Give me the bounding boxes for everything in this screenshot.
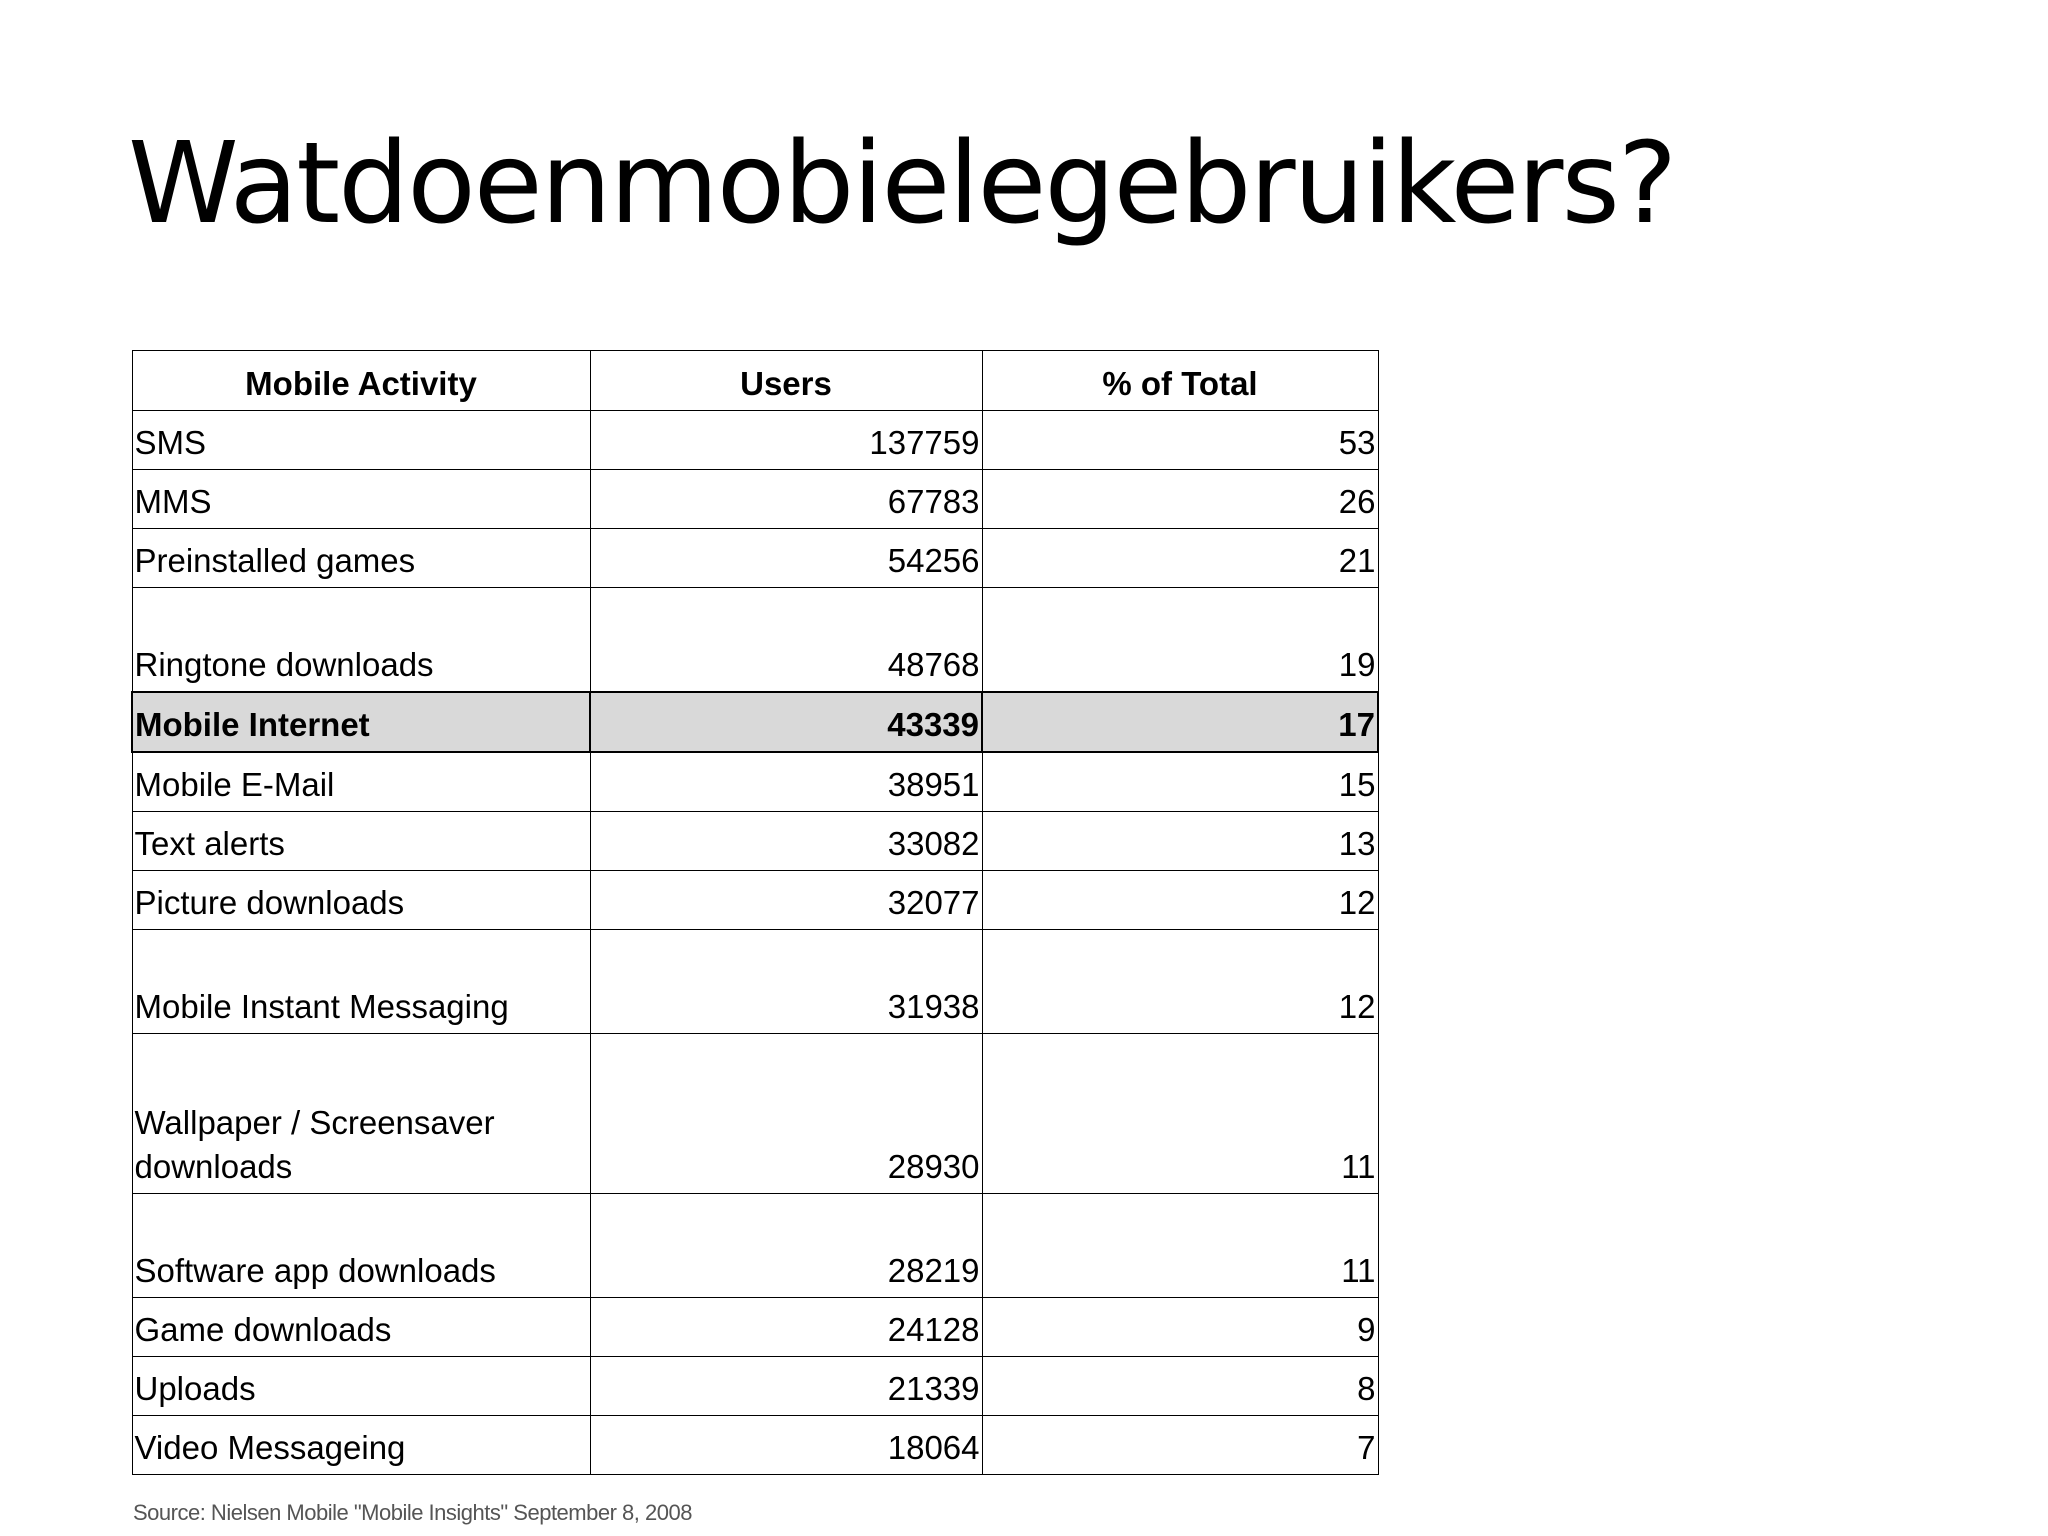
- activity-cell: Wallpaper / Screensaver downloads: [132, 1034, 590, 1194]
- users-cell: 24128: [590, 1298, 982, 1357]
- activity-cell: Video Messageing: [132, 1416, 590, 1475]
- users-cell: 137759: [590, 411, 982, 470]
- users-cell: 33082: [590, 812, 982, 871]
- activity-cell: Ringtone downloads: [132, 588, 590, 693]
- table-row: [132, 812, 1378, 871]
- activity-cell: Mobile Internet: [132, 692, 590, 752]
- percent-cell: 53: [982, 411, 1378, 470]
- activity-cell: Preinstalled games: [132, 529, 590, 588]
- percent-cell: 12: [982, 871, 1378, 930]
- table-header-row: [132, 351, 1378, 411]
- table-row: [132, 1034, 1378, 1194]
- percent-cell: 17: [982, 692, 1378, 752]
- activity-cell: Mobile E-Mail: [132, 752, 590, 812]
- source-citation: Source: Nielsen Mobile "Mobile Insights" September 8, 2008: [133, 1500, 692, 1525]
- table-row: [132, 1298, 1378, 1357]
- header-users: Users: [590, 351, 982, 411]
- users-cell: 38951: [590, 752, 982, 812]
- header-percent-of-total: % of Total: [982, 351, 1378, 411]
- users-cell: 54256: [590, 529, 982, 588]
- activity-cell: Game downloads: [132, 1298, 590, 1357]
- percent-cell: 11: [982, 1194, 1378, 1298]
- table-row: [132, 411, 1378, 470]
- table-row: [132, 529, 1378, 588]
- users-cell: 32077: [590, 871, 982, 930]
- table-row-highlighted: [132, 692, 1378, 752]
- table-container: [131, 350, 1377, 1475]
- users-cell: 28930: [590, 1034, 982, 1194]
- percent-cell: 12: [982, 930, 1378, 1034]
- users-cell: 48768: [590, 588, 982, 693]
- activity-cell: Picture downloads: [132, 871, 590, 930]
- activity-cell: Software app downloads: [132, 1194, 590, 1298]
- percent-cell: 26: [982, 470, 1378, 529]
- activity-cell: Text alerts: [132, 812, 590, 871]
- mobile-activity-table: [131, 350, 1379, 1475]
- table-row: [132, 1194, 1378, 1298]
- activity-cell: MMS: [132, 470, 590, 529]
- table-row: [132, 930, 1378, 1034]
- activity-cell: SMS: [132, 411, 590, 470]
- percent-cell: 19: [982, 588, 1378, 693]
- table-row: [132, 871, 1378, 930]
- percent-cell: 13: [982, 812, 1378, 871]
- percent-cell: 7: [982, 1416, 1378, 1475]
- users-cell: 31938: [590, 930, 982, 1034]
- header-mobile-activity: Mobile Activity: [132, 351, 590, 411]
- users-cell: 21339: [590, 1357, 982, 1416]
- slide-title: Watdoenmobielegebruikers?: [128, 119, 1676, 249]
- table-row: [132, 752, 1378, 812]
- percent-cell: 15: [982, 752, 1378, 812]
- percent-cell: 8: [982, 1357, 1378, 1416]
- percent-cell: 11: [982, 1034, 1378, 1194]
- activity-cell: Uploads: [132, 1357, 590, 1416]
- activity-cell: Mobile Instant Messaging: [132, 930, 590, 1034]
- table-row: [132, 1416, 1378, 1475]
- percent-cell: 9: [982, 1298, 1378, 1357]
- users-cell: 67783: [590, 470, 982, 529]
- percent-cell: 21: [982, 529, 1378, 588]
- table-row: [132, 470, 1378, 529]
- users-cell: 18064: [590, 1416, 982, 1475]
- table-row: [132, 588, 1378, 693]
- users-cell: 28219: [590, 1194, 982, 1298]
- table-row: [132, 1357, 1378, 1416]
- users-cell: 43339: [590, 692, 982, 752]
